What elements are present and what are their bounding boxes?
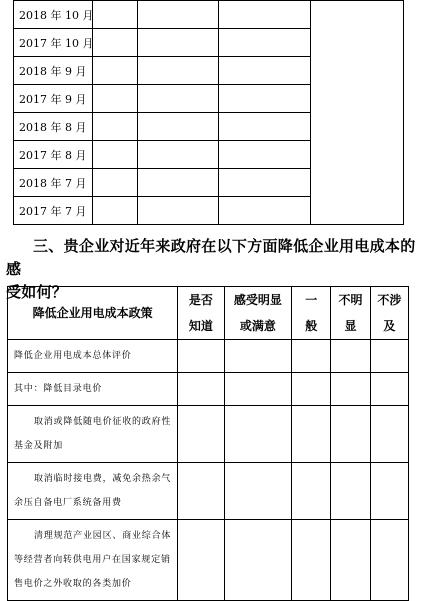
- header-row: [8, 287, 409, 340]
- month-label: 2018 年 9 月: [14, 57, 93, 85]
- header-effect: [224, 287, 292, 340]
- policy-table: [7, 286, 409, 601]
- header-know: [178, 287, 224, 340]
- table-cell: [219, 113, 311, 141]
- month-label: 2017 年 7 月: [14, 197, 93, 225]
- table-cell: [219, 1, 311, 29]
- table-cell: [219, 169, 311, 197]
- answer-cell[interactable]: [224, 406, 292, 463]
- table-cell: [93, 169, 138, 197]
- header-text: 知道: [188, 319, 213, 333]
- answer-cell[interactable]: [370, 340, 408, 373]
- answer-cell[interactable]: [331, 340, 370, 373]
- answer-cell[interactable]: [370, 520, 408, 601]
- month-label: 2018 年 10 月: [14, 1, 93, 29]
- table-row: [8, 406, 409, 463]
- policy-item: 取消或降低随电价征收的政府性基金及附加: [8, 406, 178, 463]
- answer-cell[interactable]: [370, 463, 408, 520]
- table-cell: [138, 197, 219, 225]
- table-row: [14, 1, 404, 29]
- answer-cell[interactable]: [370, 373, 408, 406]
- month-label: 2018 年 8 月: [14, 113, 93, 141]
- table-cell: [138, 57, 219, 85]
- table-cell: [93, 57, 138, 85]
- answer-cell[interactable]: [292, 406, 331, 463]
- table-row: [8, 340, 409, 373]
- header-text: 般: [305, 319, 318, 333]
- table-cell: [93, 29, 138, 57]
- table-cell: [93, 1, 138, 29]
- answer-cell[interactable]: [178, 406, 224, 463]
- answer-cell[interactable]: [224, 520, 292, 601]
- header-general: [292, 287, 331, 340]
- table-row: [8, 463, 409, 520]
- table-cell: [138, 169, 219, 197]
- answer-cell[interactable]: [292, 373, 331, 406]
- table-row: [8, 373, 409, 406]
- answer-cell[interactable]: [224, 463, 292, 520]
- answer-cell[interactable]: [178, 463, 224, 520]
- header-unclear: [331, 287, 370, 340]
- policy-item: 降低企业用电成本总体评价: [8, 340, 178, 373]
- merged-cell: [311, 1, 404, 225]
- section-heading-line: [6, 235, 416, 281]
- header-text: 或满意: [239, 319, 276, 333]
- table-cell: [219, 85, 311, 113]
- answer-cell[interactable]: [292, 340, 331, 373]
- header-text: 及: [383, 319, 396, 333]
- section-heading-text: 三、贵企业对近年来政府在以下方面降低企业用电成本的感: [6, 237, 416, 278]
- answer-cell[interactable]: [331, 463, 370, 520]
- table-cell: [93, 197, 138, 225]
- table-cell: [138, 113, 219, 141]
- header-not-applicable: [370, 287, 408, 340]
- table-cell: [138, 29, 219, 57]
- answer-cell[interactable]: [370, 406, 408, 463]
- header-text: 一: [305, 293, 318, 307]
- answer-cell[interactable]: [178, 340, 224, 373]
- header-text: 显: [344, 319, 357, 333]
- table-cell: [219, 197, 311, 225]
- answer-cell[interactable]: [178, 520, 224, 601]
- table-row: [8, 520, 409, 601]
- answer-cell[interactable]: [292, 463, 331, 520]
- table-cell: [138, 1, 219, 29]
- policy-item: 清理规范产业园区、商业综合体等经营者向转供电用户在国家规定销售电价之外收取的各类加价: [8, 520, 178, 601]
- table-cell: [219, 57, 311, 85]
- table-cell: [219, 141, 311, 169]
- answer-cell[interactable]: [178, 373, 224, 406]
- header-policy: 降低企业用电成本政策: [8, 287, 178, 340]
- header-text: 不明: [338, 293, 363, 307]
- table-cell: [93, 85, 138, 113]
- header-text: 不涉: [377, 293, 402, 307]
- month-label: 2017 年 8 月: [14, 141, 93, 169]
- answer-cell[interactable]: [224, 373, 292, 406]
- section-heading-line: 受如何？: [6, 283, 68, 301]
- table-cell: [93, 141, 138, 169]
- answer-cell[interactable]: [331, 373, 370, 406]
- answer-cell[interactable]: [292, 520, 331, 601]
- month-label: 2018 年 7 月: [14, 169, 93, 197]
- table-cell: [93, 113, 138, 141]
- month-label: 2017 年 9 月: [14, 85, 93, 113]
- header-text: 是否: [188, 293, 213, 307]
- month-table: [13, 0, 404, 225]
- table-cell: [138, 141, 219, 169]
- answer-cell[interactable]: [331, 520, 370, 601]
- answer-cell[interactable]: [224, 340, 292, 373]
- table-cell: [138, 85, 219, 113]
- header-text: 感受明显: [233, 293, 282, 307]
- policy-item: 其中：降低目录电价: [8, 373, 178, 406]
- table-cell: [219, 29, 311, 57]
- answer-cell[interactable]: [331, 406, 370, 463]
- policy-item: 取消临时接电费，减免余热余气余压自备电厂系统备用费: [8, 463, 178, 520]
- month-label: 2017 年 10 月: [14, 29, 93, 57]
